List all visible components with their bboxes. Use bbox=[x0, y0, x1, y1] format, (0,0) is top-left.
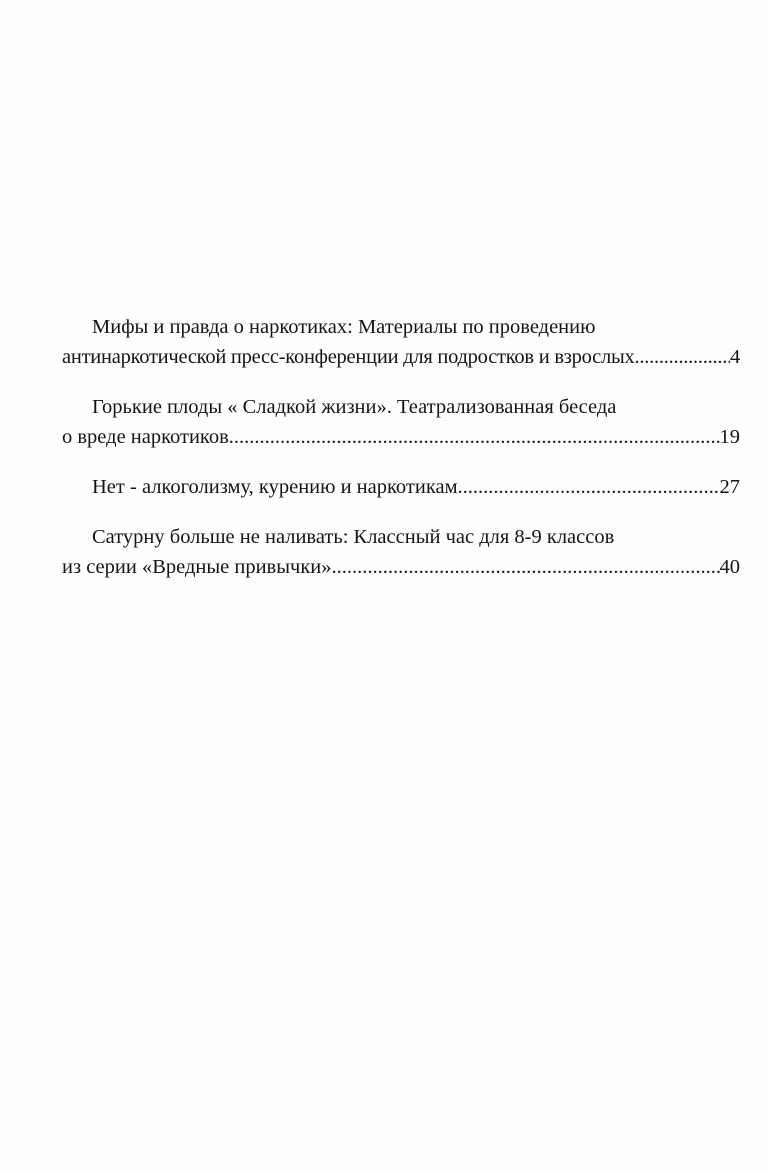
toc-entry-title: Нет - алкоголизму, курению и наркотикам bbox=[92, 476, 458, 498]
dot-leader bbox=[458, 472, 720, 502]
toc-entry-title: Сатурну больше не наливать: Классный час для 8-9 классов bbox=[92, 526, 615, 548]
table-of-contents bbox=[62, 312, 740, 582]
dot-leader bbox=[634, 342, 730, 372]
toc-page-number: 19 bbox=[719, 426, 740, 448]
toc-page-number: 4 bbox=[730, 346, 740, 368]
toc-entry-title: Горькие плоды « Сладкой жизни». Театрализованная беседа bbox=[92, 396, 617, 418]
toc-entry bbox=[62, 472, 740, 502]
toc-entry-title: Мифы и правда о наркотиках: Материалы по проведению bbox=[92, 316, 596, 338]
toc-page-number: 40 bbox=[719, 556, 740, 578]
toc-entry-title-continued: о вреде наркотиков bbox=[62, 426, 229, 448]
toc-entry-title-continued: из серии «Вредные привычки» bbox=[62, 556, 332, 578]
toc-entry bbox=[62, 312, 740, 372]
dot-leader bbox=[229, 422, 720, 452]
toc-entry bbox=[62, 392, 740, 452]
toc-entry bbox=[62, 522, 740, 582]
toc-page-number: 27 bbox=[719, 476, 740, 498]
dot-leader bbox=[332, 552, 720, 582]
toc-entry-title-continued: антинаркотической пресс-конференции для подростков и взрослых bbox=[62, 346, 635, 368]
